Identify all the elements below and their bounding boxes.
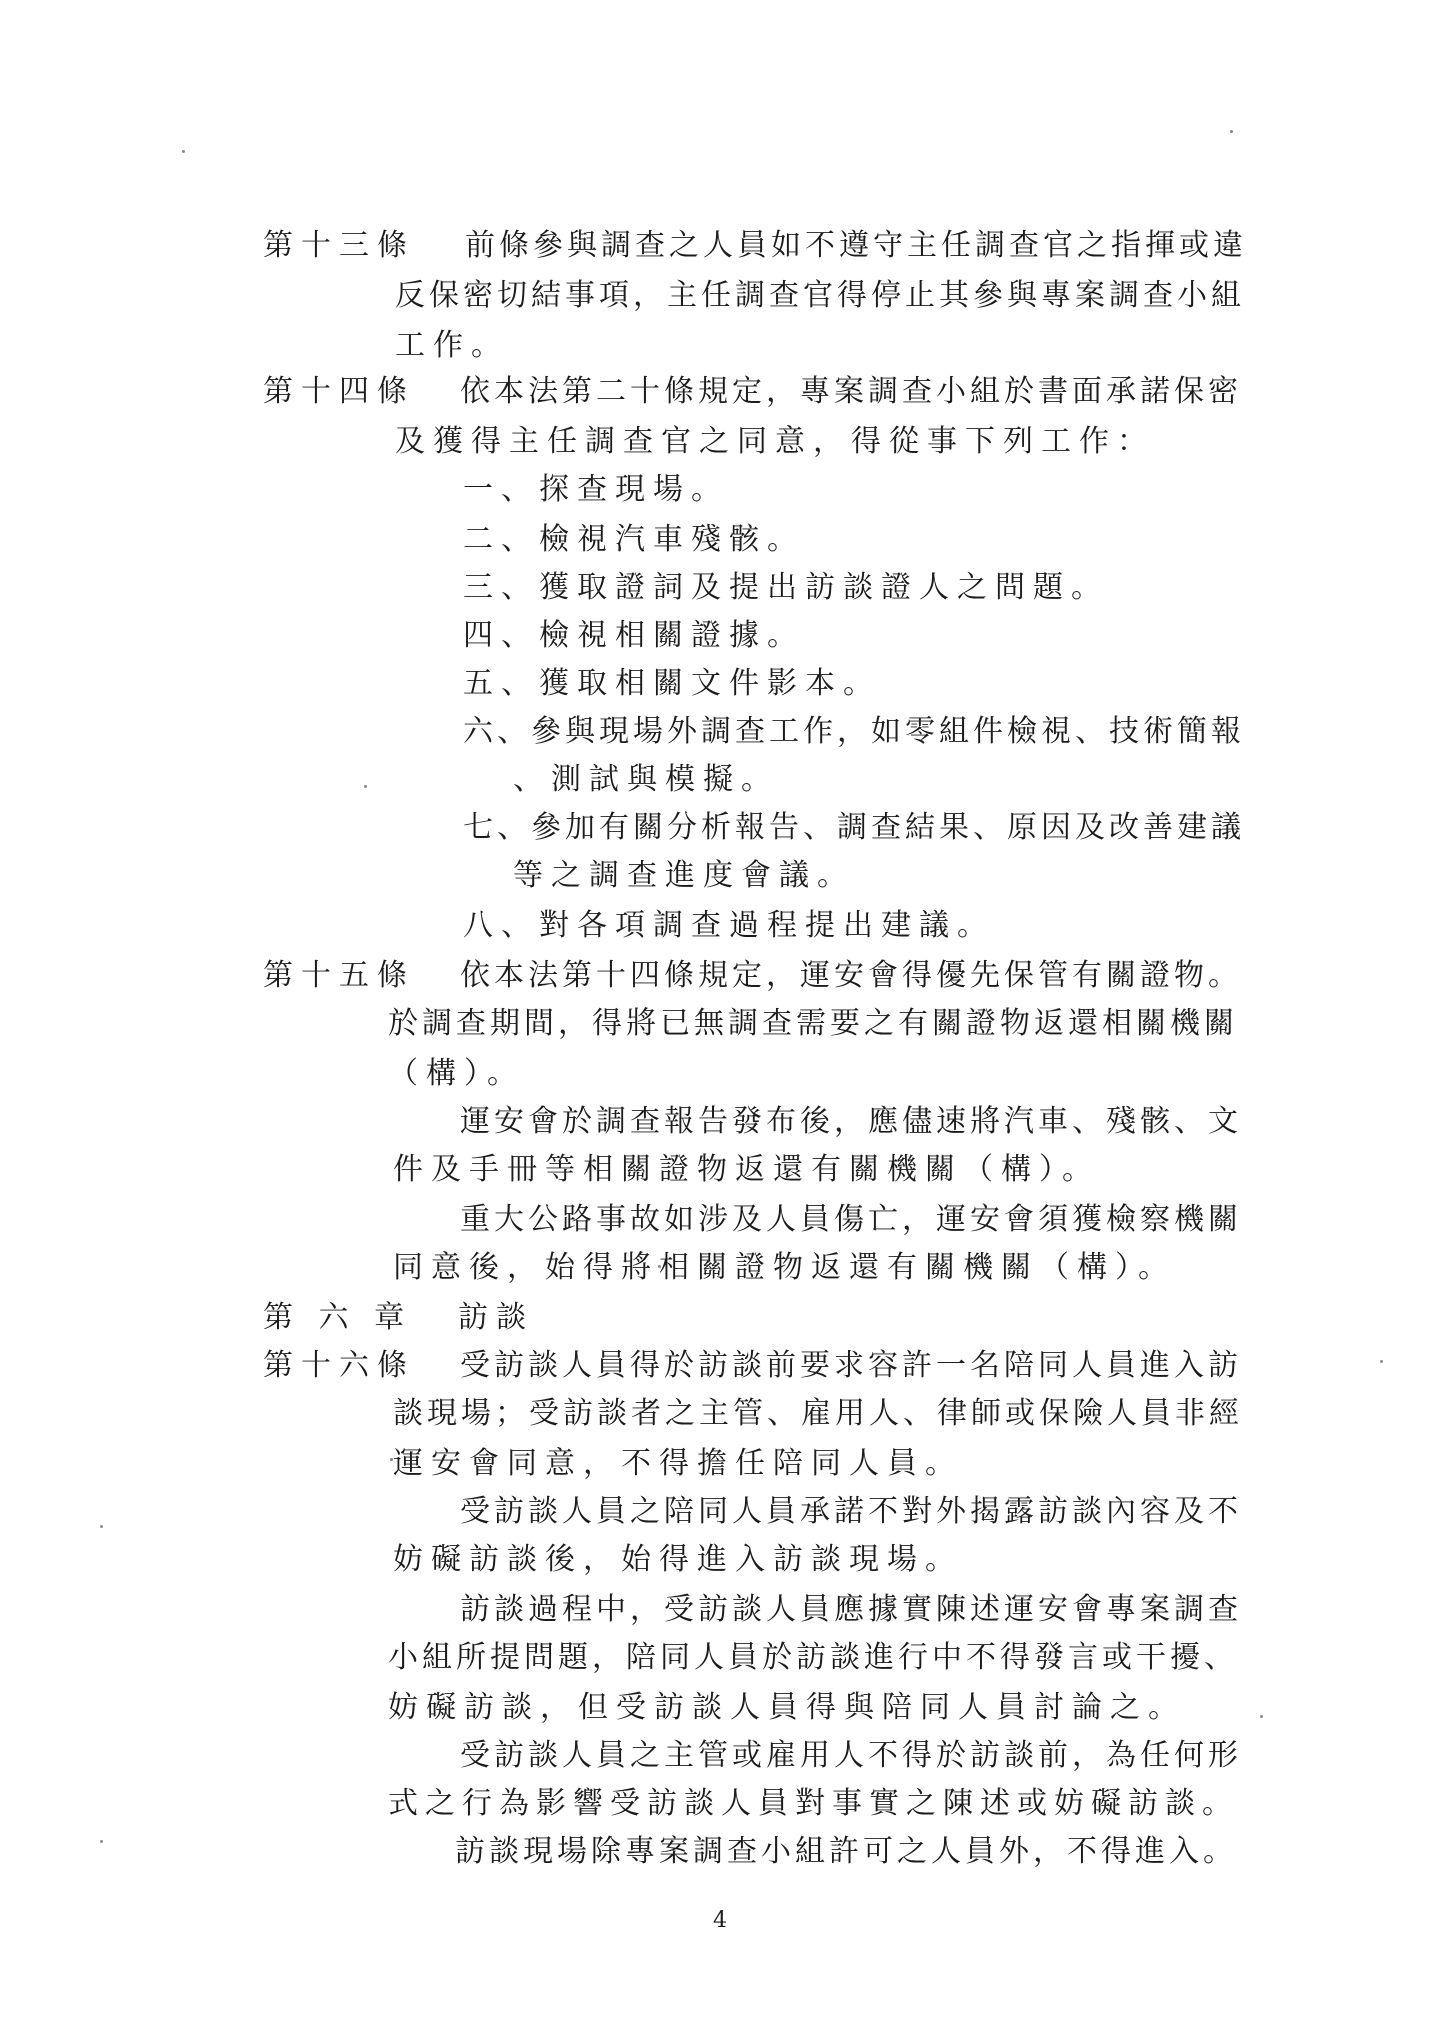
article-text-line: 訪談過程中，受訪談人員應據實陳述運安會專案調查 xyxy=(460,1592,1242,1627)
article-text-line: 受訪談人員之主管或雇用人不得於訪談前，為任何形 xyxy=(460,1738,1242,1773)
scan-speck xyxy=(1380,1360,1383,1363)
article-label: 第十五條 xyxy=(263,958,415,993)
article-text-line: 件及手冊等相關證物返還有關機關（構）。 xyxy=(393,1152,1100,1187)
article-text-line: 工作。 xyxy=(395,328,509,363)
article-text-line: 妨礙訪談後，始得進入訪談現場。 xyxy=(393,1542,963,1577)
scan-speck xyxy=(100,1525,103,1528)
list-item: 八、對各項調查過程提出建議。 xyxy=(463,908,995,943)
page-number: 4 xyxy=(713,1908,727,1933)
list-item-continuation: 等之調查進度會議。 xyxy=(513,858,855,893)
article-text-line: 依本法第二十條規定，專案調查小組於書面承諾保密 xyxy=(460,374,1242,409)
article-text-line: 受訪談人員之陪同人員承諾不對外揭露訪談內容及不 xyxy=(460,1494,1242,1529)
list-item-continuation: 、測試與模擬。 xyxy=(513,762,779,797)
article-text-line: 運安會於調查報告發布後，應儘速將汽車、殘骸、文 xyxy=(460,1104,1242,1139)
scan-speck xyxy=(1230,130,1233,133)
article-text-line: 前條參與調查之人員如不遵守主任調查官之指揮或違 xyxy=(465,228,1247,263)
article-text-line: 妨礙訪談，但受訪談人員得與陪同人員討論之。 xyxy=(388,1690,1186,1725)
article-text-line: 訪談現場除專案調查小組許可之人員外，不得進入。 xyxy=(455,1834,1237,1869)
article-label: 第十六條 xyxy=(263,1348,415,1383)
article-text-line: 受訪談人員得於訪談前要求容許一名陪同人員進入訪 xyxy=(460,1348,1242,1383)
list-item: 七、參加有關分析報告、調查結果、原因及改善建議 xyxy=(463,810,1245,845)
list-item: 三、獲取證詞及提出訪談證人之問題。 xyxy=(463,570,1109,605)
article-text-line: 小組所提問題，陪同人員於訪談進行中不得發言或干擾、 xyxy=(388,1640,1238,1675)
article-text-line: 同意後，始得將相關證物返還有關機關（構）。 xyxy=(393,1250,1176,1285)
scan-speck xyxy=(1260,1715,1263,1718)
article-text-line: 談現場；受訪談者之主管、雇用人、律師或保險人員非經 xyxy=(393,1396,1243,1431)
article-text-line: 依本法第十四條規定，運安會得優先保管有關證物。 xyxy=(460,958,1242,993)
article-text-line: 及獲得主任調查官之同意，得從事下列工作： xyxy=(395,424,1155,459)
list-item: 四、檢視相關證據。 xyxy=(463,618,805,653)
scan-speck xyxy=(364,785,367,788)
article-text-line: 於調查期間，得將已無調查需要之有關證物返還相關機關 xyxy=(388,1006,1238,1041)
scan-speck xyxy=(182,150,185,153)
scan-speck xyxy=(100,1840,103,1843)
chapter-label: 第 六 章 xyxy=(263,1300,413,1335)
article-label: 第十四條 xyxy=(263,374,415,409)
list-item: 六、參與現場外調查工作，如零組件檢視、技術簡報 xyxy=(463,714,1245,749)
article-text-line: 式之行為影響受訪談人員對事實之陳述或妨礙訪談。 xyxy=(388,1786,1239,1821)
article-text-line: 反保密切結事項，主任調查官得停止其參與專案調查小組 xyxy=(395,278,1245,313)
article-text-line: （構）。 xyxy=(388,1056,525,1091)
list-item: 二、檢視汽車殘骸。 xyxy=(463,522,805,557)
chapter-title: 訪談 xyxy=(458,1300,534,1335)
article-label: 第十三條 xyxy=(263,228,415,263)
list-item: 五、獲取相關文件影本。 xyxy=(463,666,881,701)
article-text-line: 重大公路事故如涉及人員傷亡，運安會須獲檢察機關 xyxy=(460,1202,1242,1237)
list-item: 一、探查現場。 xyxy=(463,472,729,507)
article-text-line: 運安會同意，不得擔任陪同人員。 xyxy=(393,1446,963,1481)
